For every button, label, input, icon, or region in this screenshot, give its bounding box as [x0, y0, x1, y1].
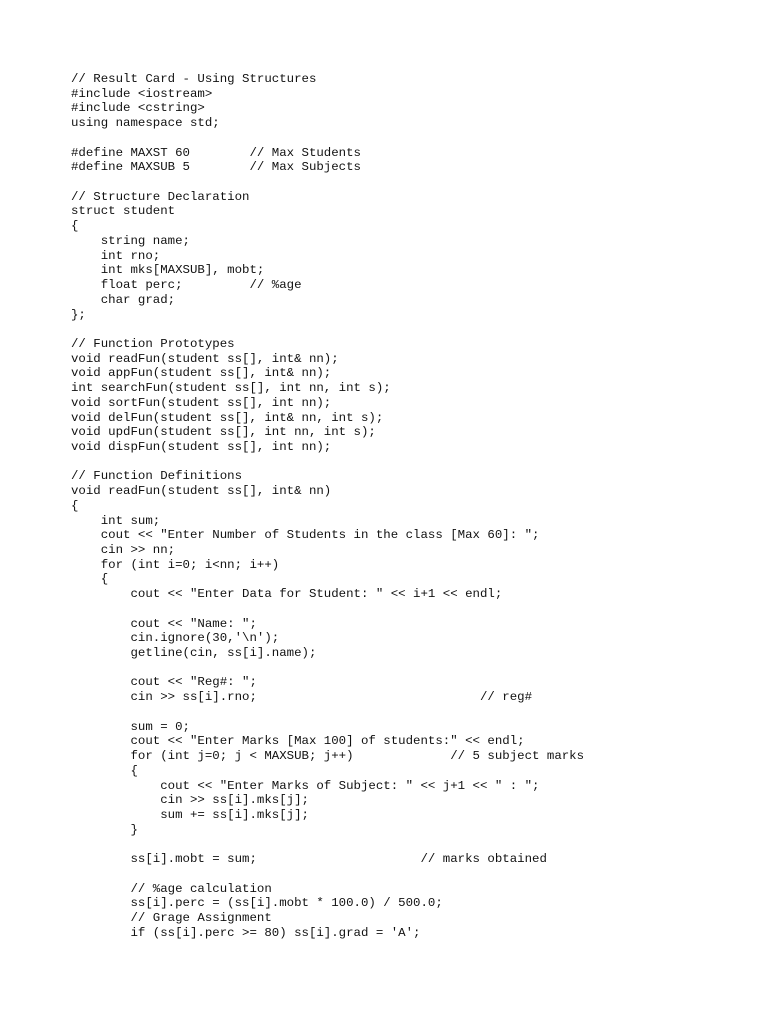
code-line: cin >> ss[i].mks[j]; [71, 793, 309, 808]
code-line: struct student [71, 204, 176, 219]
code-line: // Result Card - Using Structures [71, 72, 317, 86]
code-line: void appFun(student ss[], int& nn); [71, 366, 332, 381]
code-line: cout << "Enter Marks of Subject: " << j+1 << " : "; [71, 778, 540, 793]
code-line: void updFun(student ss[], int nn, int s); [71, 425, 376, 440]
code-line: { [71, 572, 109, 587]
code-line: int rno; [71, 248, 161, 263]
code-line [71, 455, 584, 470]
code-line: ss[i].mobt = sum; // marks obtained [71, 852, 547, 867]
code-line: char grad; [71, 292, 176, 307]
code-line: float perc; // %age [71, 278, 302, 293]
code-line: void dispFun(student ss[], int nn); [71, 439, 332, 454]
code-line: }; [71, 307, 86, 322]
source-code-listing [71, 72, 584, 940]
code-line: cout << "Reg#: "; [71, 675, 257, 690]
code-line: // Function Definitions [71, 469, 243, 484]
code-line: void readFun(student ss[], int& nn); [71, 351, 339, 366]
code-line: // Structure Declaration [71, 189, 250, 204]
code-line: ss[i].perc = (ss[i].mobt * 100.0) / 500.0; [71, 896, 443, 911]
code-line: for (int i=0; i<nn; i++) [71, 557, 280, 572]
code-line: { [71, 763, 138, 778]
code-line: #include <cstring> [71, 101, 205, 116]
code-line: void sortFun(student ss[], int nn); [71, 395, 332, 410]
code-line: void delFun(student ss[], int& nn, int s); [71, 410, 384, 425]
code-line [71, 661, 584, 676]
code-line: if (ss[i].perc >= 80) ss[i].grad = 'A'; [71, 925, 421, 940]
code-line: // %age calculation [71, 881, 272, 896]
code-line: // Function Prototypes [71, 336, 235, 351]
code-line: using namespace std; [71, 116, 220, 131]
code-line: cout << "Enter Number of Students in the class [Max 60]: "; [71, 528, 540, 543]
code-line: for (int j=0; j < MAXSUB; j++) // 5 subject marks [71, 749, 585, 764]
code-line [71, 705, 584, 720]
code-line: #include <iostream> [71, 86, 213, 101]
code-line: // Grage Assignment [71, 910, 272, 925]
code-line: } [71, 822, 138, 837]
code-line: getline(cin, ss[i].name); [71, 646, 317, 661]
code-line: { [71, 219, 79, 234]
code-line: cin >> nn; [71, 543, 176, 557]
code-line: int mks[MAXSUB], mobt; [71, 263, 265, 278]
code-line: { [71, 498, 79, 513]
code-line: void readFun(student ss[], int& nn) [71, 484, 332, 499]
code-line [71, 837, 584, 852]
code-line: cin.ignore(30,'\n'); [71, 631, 280, 646]
code-line: sum += ss[i].mks[j]; [71, 807, 309, 822]
code-line: cout << "Enter Data for Student: " << i+1 << endl; [71, 587, 503, 602]
code-line: int sum; [71, 513, 161, 528]
code-line [71, 175, 584, 190]
code-line: cout << "Name: "; [71, 616, 257, 631]
code-line [71, 131, 584, 146]
code-line [71, 602, 584, 617]
code-line: #define MAXSUB 5 // Max Subjects [71, 160, 361, 175]
code-line: sum = 0; [71, 719, 190, 734]
code-line: int searchFun(student ss[], int nn, int s); [71, 381, 391, 396]
code-line: #define MAXST 60 // Max Students [71, 145, 361, 160]
code-line: string name; [71, 233, 190, 248]
code-line [71, 867, 584, 882]
code-line [71, 322, 584, 337]
code-line: cin >> ss[i].rno; // reg# [71, 690, 533, 705]
code-line: cout << "Enter Marks [Max 100] of students:" << endl; [71, 734, 525, 749]
